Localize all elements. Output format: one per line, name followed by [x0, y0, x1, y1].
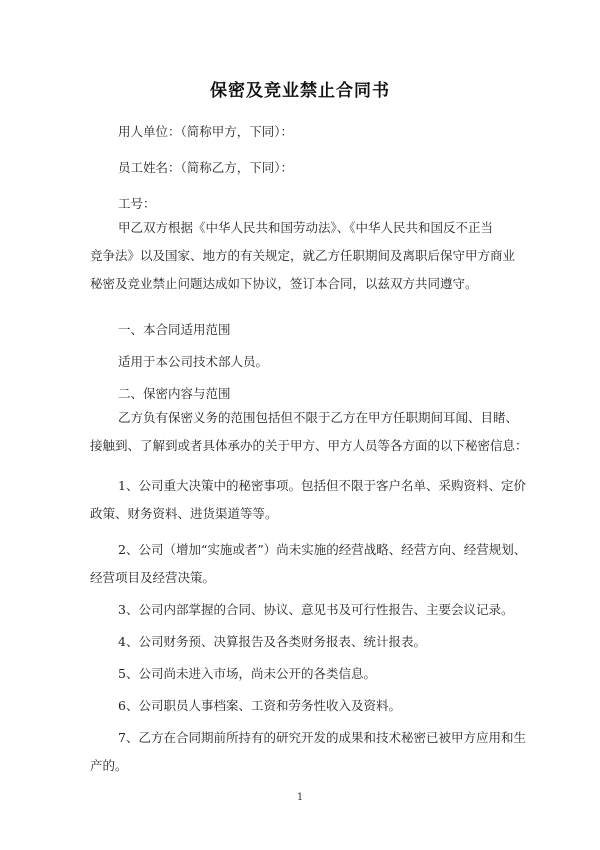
item-6 [90, 692, 520, 720]
list-item-line: 产的。 [90, 758, 128, 773]
paragraph-line: 乙方负有保密义务的范围包括但不限于乙方在甲方任职期间耳闻、目睹、 [118, 410, 519, 425]
document-title: 保密及竞业禁止合同书 [210, 81, 390, 101]
item-5 [90, 660, 520, 688]
section-heading: 一、本合同适用范围 [118, 322, 231, 337]
list-item-line: 6、公司职员人事档案、工资和劳务性收入及资料。 [118, 698, 401, 713]
item-2 [90, 536, 527, 592]
document-body [90, 118, 520, 218]
list-item-line: 5、公司尚未进入市场，尚未公开的各类信息。 [118, 666, 376, 681]
list-item-line: 7、乙方在合同期前所持有的研究开发的成果和技术秘密已被甲方应用和生 [118, 730, 526, 745]
section-scope [90, 316, 520, 408]
list-item-line: 3、公司内部掌握的合同、协议、意见书及可行性报告、主要会议记录。 [118, 602, 514, 617]
list-item-line: 4、公司财务预、决算报告及各类财务报表、统计报表。 [118, 634, 426, 649]
list-item-line: 政策、财务资料、进货渠道等等。 [90, 506, 278, 521]
employee-name-line: 员工姓名：（简称乙方，下同）： [118, 160, 294, 175]
paragraph-line: 秘密及竞业禁止问题达成如下协议，签订本合同，以兹双方共同遵守。 [90, 276, 478, 291]
employer-line: 用人单位：（简称甲方，下同）： [118, 124, 294, 139]
employee-id-line: 工号： [118, 196, 156, 211]
paragraph-line: 适用于本公司技术部人员。 [118, 354, 269, 369]
section-heading: 二、保密内容与范围 [118, 386, 231, 401]
preamble-paragraph [90, 214, 520, 298]
list-item-line: 2、公司（增加“实施或者”）尚未实施的经营战略、经营方向、经营规划、 [118, 542, 527, 557]
paragraph-line: 接触到、了解到或者具体承办的关于甲方、甲方人员等各方面的以下秘密信息： [90, 438, 528, 453]
confidential-scope-paragraph [90, 404, 528, 460]
paragraph-line: 甲乙双方根据《中华人民共和国劳动法》、《中华人民共和国反不正当 [118, 220, 494, 235]
paragraph-line: 竞争法》以及国家、地方的有关规定，就乙方任职期间及离职后保守甲方商业 [90, 248, 516, 263]
item-7 [90, 724, 526, 780]
page-number: 1 [296, 792, 304, 803]
item-4 [90, 628, 520, 656]
item-3 [90, 596, 520, 624]
item-1 [90, 472, 526, 528]
list-item-line: 1、公司重大决策中的秘密事项。包括但不限于客户名单、采购资料、定价 [118, 478, 526, 493]
list-item-line: 经营项目及经营决策。 [90, 570, 216, 585]
